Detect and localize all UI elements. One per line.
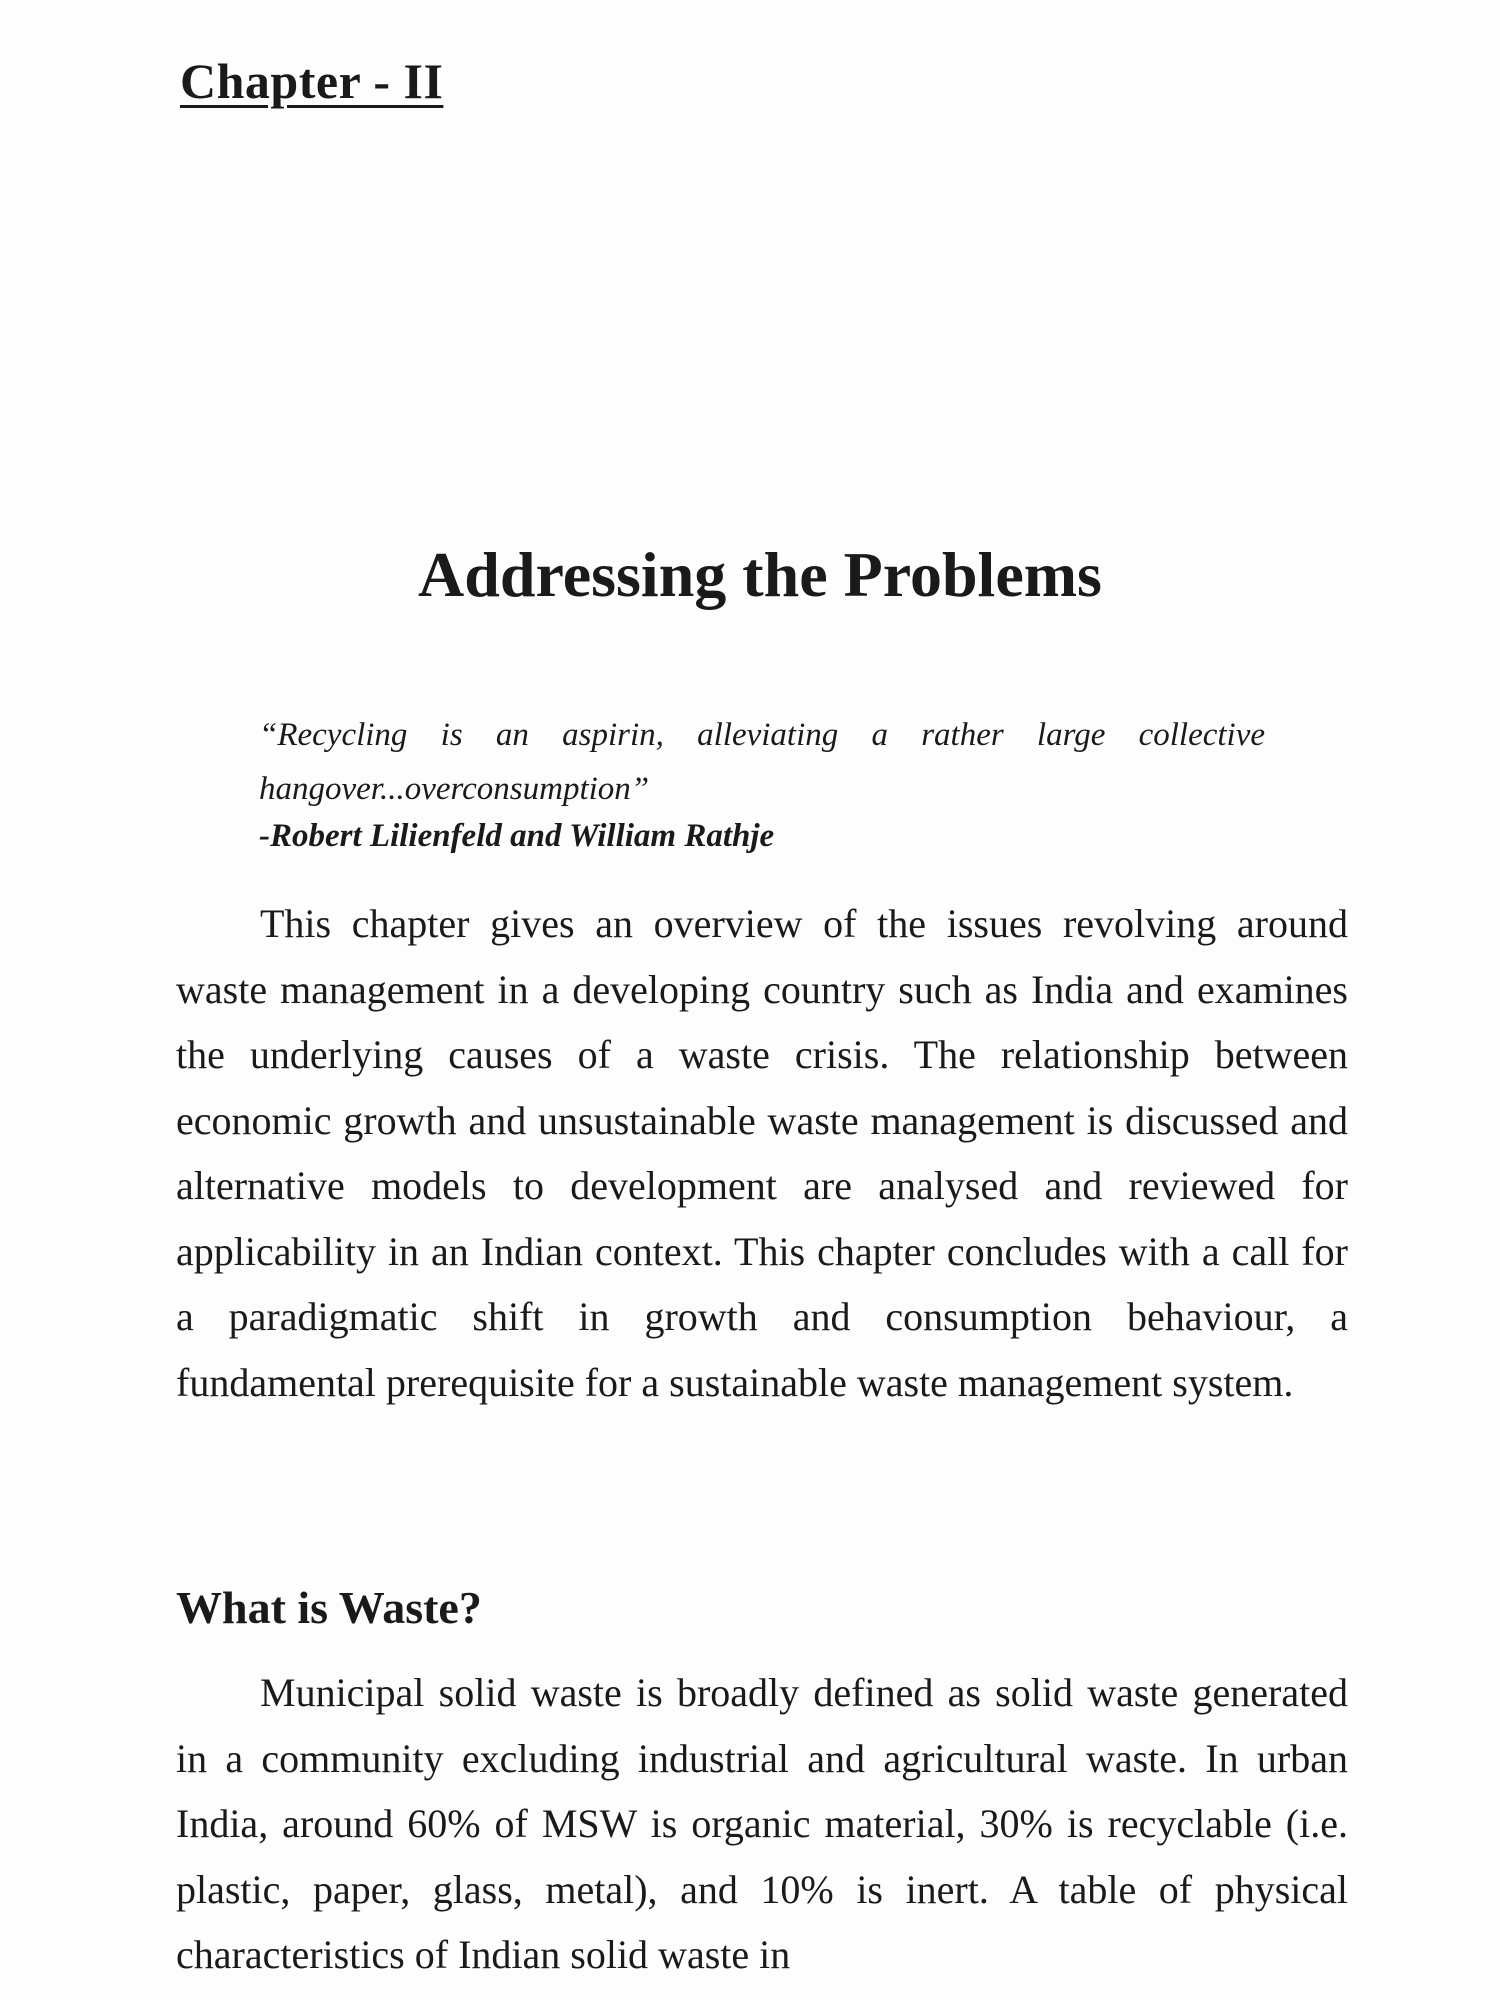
epigraph-quote: “Recycling is an aspirin, alleviating a rather large collective hangover...overconsumption” [259, 717, 1265, 807]
epigraph [259, 708, 1265, 858]
section-heading: What is Waste? [176, 1582, 482, 1633]
body-paragraph-intro: This chapter gives an overview of the issues revolving around waste management in a developing country such as India and examines the underlying causes of a waste crisis. The relationship between economic growth and unsustainable waste management is discussed and alternative models to development are analysed and reviewed for applicability in an Indian context. This chapter concludes with a call for a paradigmatic shift in growth and consumption behaviour, a fundamental prerequisite for a sustainable waste management system. [176, 901, 1348, 1405]
chapter-title: Addressing the Problems [418, 539, 1102, 610]
chapter-label: Chapter - II [180, 53, 444, 109]
body-paragraph-waste: Municipal solid waste is broadly defined as solid waste generated in a community excluding industrial and agricultural waste. In urban India, around 60% of MSW is organic material, 30% is recyclable (i.e. plastic, paper, glass, metal), and 10% is inert. A table of physical characteristics of Indian solid waste in [176, 1670, 1348, 1977]
epigraph-attribution: -Robert Lilienfeld and William Rathje [259, 818, 775, 854]
